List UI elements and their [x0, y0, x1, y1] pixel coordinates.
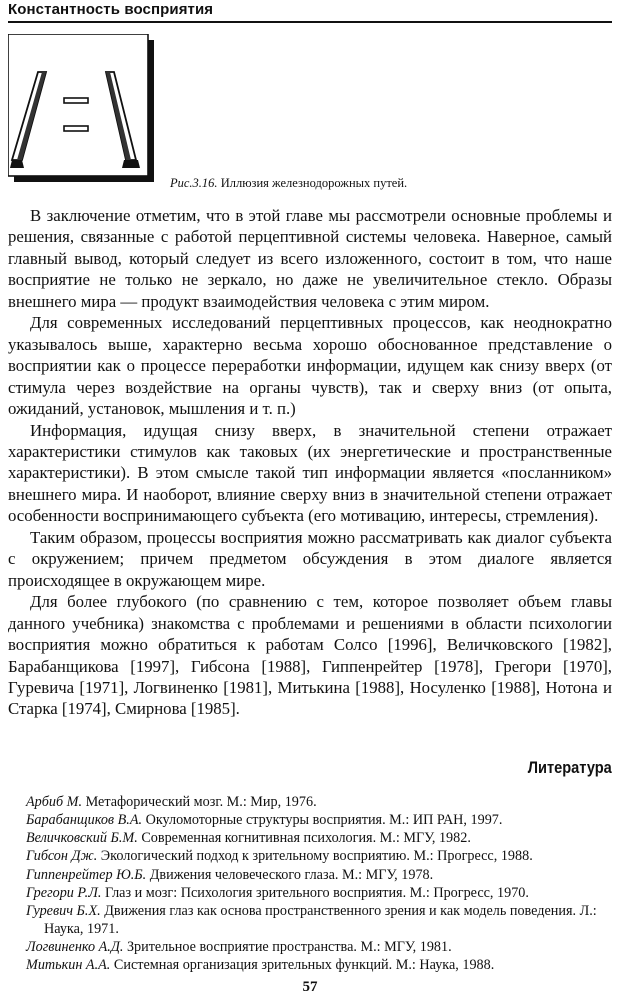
reference-text: Окуломоторные структуры восприятия. М.: ИП РАН, 1997.	[145, 812, 503, 829]
literature-heading: Литература	[527, 758, 612, 777]
reference-text: Движения человеческого глаза. М.: МГУ, 1978.	[149, 866, 434, 883]
reference-author: Гиппенрейтер Ю.Б.	[26, 866, 147, 883]
reference-author: Гуревич Б.Х.	[26, 902, 101, 919]
reference-item	[26, 884, 612, 902]
reference-author: Митькин А.А.	[26, 957, 111, 974]
reference-item	[26, 829, 612, 847]
paragraph: Для современных исследований перцептивных процессов, как неоднократно указывалось выше, характерно весьма хорошо обоснованное представление о восприятии как о процессе переработки информации, идущем как снизу вверх (от стимула через воздействие на органы чувств), так и сверху вниз (от опыта, ожиданий, установок, мышления и т. п.)	[8, 313, 612, 419]
paragraph: Для более глубокого (по сравнению с тем, которое позволяет объем главы данного учебника) знакомства с проблемами и решениями в области психологии восприятия можно обратиться к работам Солсо [1996], Величковского [1982], Барабанщикова [1997], Гибсона [1988], Гиппенрейтер [1978], Грегори [1970], Гуревича [1971], Логвиненко [1981], Митькина [1988], Носуленко [1988], Нотона и Старка [1974], Смирнова [1985].	[8, 592, 612, 719]
header-rule	[8, 21, 612, 23]
reference-list	[26, 793, 612, 975]
reference-author: Величковский Б.М.	[26, 830, 138, 847]
paragraph: Таким образом, процессы восприятия можно рассматривать как диалог субъекта с окружением; причем предметом обсуждения в этом диалоге является происходящее в окружающем мире.	[8, 527, 612, 590]
reference-author: Барабанщиков В.А.	[26, 812, 143, 829]
left-rail-foot	[10, 160, 24, 168]
figure-caption	[170, 175, 407, 191]
reference-author: Логвиненко А.Д.	[26, 939, 124, 956]
reference-item	[26, 793, 612, 811]
reference-text: Современная когнитивная психология. М.: МГУ, 1982.	[141, 830, 471, 847]
railway-illusion-figure	[8, 34, 156, 184]
reference-item	[26, 902, 612, 938]
paragraph: Информация, идущая снизу вверх, в значительной степени отражает характеристики стимулов как таковых (их энергетические и пространственные характеристики). В этом смысле такой тип информации является «посланником» внешнего мира. И наоборот, влияние сверху вниз в значительной степени отражает особенности воспринимающего субъекта (его мотивацию, интересы, стремления).	[8, 420, 612, 526]
reference-text: Зрительное восприятие пространства. М.: МГУ, 1981.	[126, 939, 452, 956]
reference-item	[26, 866, 612, 884]
reference-item	[26, 956, 612, 974]
running-header	[8, 0, 612, 20]
reference-author: Грегори Р.Л.	[26, 884, 102, 901]
reference-text: Системная организация зрительных функций. М.: Наука, 1988.	[113, 957, 495, 974]
reference-text: Экологический подход к зрительному восприятию. М.: Прогресс, 1988.	[100, 848, 533, 865]
reference-item	[26, 811, 612, 829]
paragraph: В заключение отметим, что в этой главе мы рассмотрели основные проблемы и решения, связанные с работой перцептивной системы человека. Наверное, самый главный вывод, который следует из всего изложенного, состоит в том, что наше восприятие не только не зеркало, но даже не увеличительное стекло. Образы внешнего мира — продукт взаимодействия человека с этим миром.	[8, 206, 612, 311]
reference-item	[26, 938, 612, 956]
running-header-title: Константность восприятия	[8, 1, 214, 18]
reference-item	[26, 847, 612, 865]
lower-bar	[64, 126, 88, 131]
upper-bar	[64, 98, 88, 103]
reference-text: Глаз и мозг: Психология зрительного восприятия. М.: Прогресс, 1970.	[104, 884, 529, 901]
reference-author: Арбиб М.	[26, 794, 83, 810]
figure-label: Рис.3.16.	[170, 176, 218, 190]
figure-caption-text: Иллюзия железнодорожных путей.	[220, 176, 408, 190]
page-number: 57	[302, 979, 318, 995]
body-text	[8, 205, 612, 720]
reference-author: Гибсон Дж.	[26, 848, 98, 865]
right-rail-foot	[122, 160, 140, 168]
reference-text: Движения глаз как основа пространственного зрения и как модель поведения. Л.: Наука, 1971.	[44, 902, 597, 938]
reference-text: Метафорический мозг. М.: Мир, 1976.	[85, 794, 317, 810]
